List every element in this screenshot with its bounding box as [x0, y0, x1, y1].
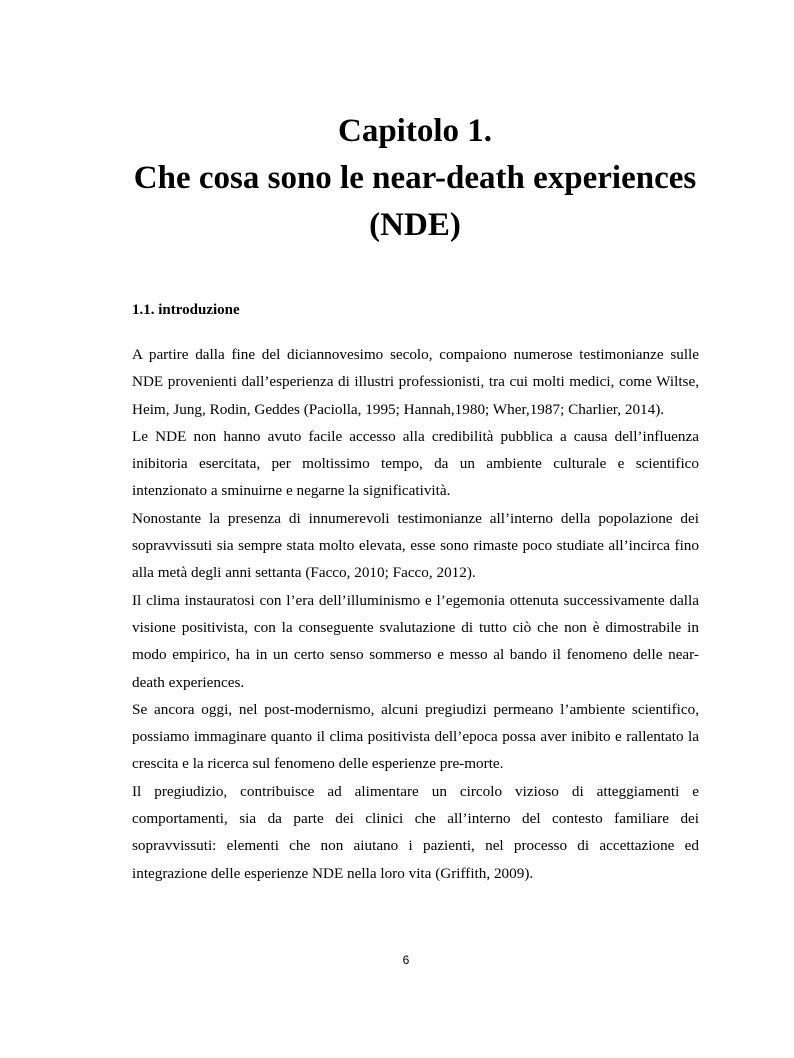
paragraph: Il pregiudizio, contribuisce ad alimentare un circolo vizioso di atteggiamenti e comportamenti, sia da parte dei clinici che all’interno del contesto familiare dei sopravvissuti: elementi che non aiutano i pazienti, nel processo di accettazione ed integrazione delle esperienze NDE nella loro vita (Griffith, 2009).	[132, 782, 699, 882]
chapter-title-line: Che cosa sono le near-death experiences	[133, 160, 697, 196]
chapter-title-abbreviation: (NDE)	[369, 207, 461, 243]
paragraph: A partire dalla fine del diciannovesimo secolo, compaiono numerose testimonianze sulle NDE provenienti dall’esperienza di illustri professionisti, tra cui molti medici, come Wiltse, Heim, Jung, Rodin, Geddes (Paciolla, 1995; Hannah,1980; Wher,1987; Charlier, 2014).	[132, 346, 699, 418]
section-heading: 1.1. introduzione	[132, 302, 240, 318]
chapter-title	[60, 108, 770, 249]
body-text	[132, 341, 699, 887]
chapter-number: Capitolo 1.	[337, 113, 492, 149]
paragraph: Se ancora oggi, nel post-modernismo, alcuni pregiudizi permeano l’ambiente scientifico, possiamo immaginare quanto il clima positivista dell’epoca possa aver inibito e rallentato la crescita e la ricerca sul fenomeno delle esperienze pre-morte.	[132, 700, 699, 773]
paragraph: Nonostante la presenza di innumerevoli testimonianze all’interno della popolazione dei sopravvissuti sia sempre stata molto elevata, esse sono rimaste poco studiate all’incirca fino alla metà degli anni settanta (Facco, 2010; Facco, 2012).	[132, 509, 699, 582]
paragraph: Le NDE non hanno avuto facile accesso alla credibilità pubblica a causa dell’influenza inibitoria esercitata, per moltissimo tempo, da un ambiente culturale e scientifico intenzionato a sminuirne e negarne la significatività.	[132, 427, 699, 500]
page-number: 6	[402, 953, 410, 967]
paragraph: Il clima instauratosi con l’era dell’illuminismo e l’egemonia ottenuta successivamente dalla visione positivista, con la conseguente svalutazione di tutto ciò che non è dimostrabile in modo empirico, ha in un certo senso sommerso e messo al bando il fenomeno delle near-death experiences.	[132, 591, 699, 691]
